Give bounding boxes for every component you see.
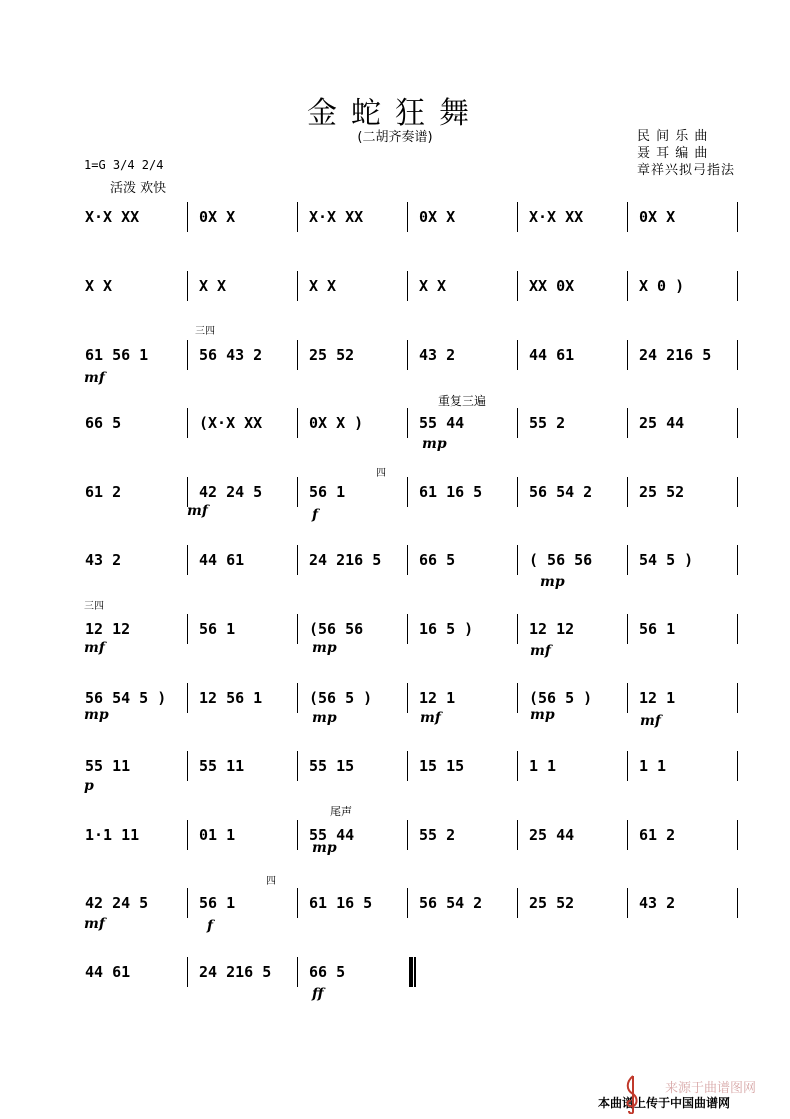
measure: 56 54 2: [529, 483, 593, 501]
barline: [407, 683, 408, 713]
barline: [627, 202, 628, 232]
measure: X X: [309, 277, 337, 295]
treble-clef-icon: [620, 1074, 644, 1114]
measure: 24 216 5: [309, 551, 382, 569]
tempo-marking: 活泼 欢快: [110, 181, 167, 196]
barline: [627, 751, 628, 781]
barline: [187, 820, 188, 850]
barline: [517, 340, 518, 370]
dynamic-mf: mf: [84, 640, 105, 656]
barline: [517, 271, 518, 301]
measure: 0X X: [639, 208, 676, 226]
barline: [517, 614, 518, 644]
measure: 25 52: [639, 483, 685, 501]
barline: [627, 340, 628, 370]
measure: 0X X: [199, 208, 236, 226]
barline: [187, 888, 188, 918]
annotation-finger-34: 三四: [84, 601, 104, 612]
credit-bowing: 章祥兴拟弓指法: [637, 163, 736, 178]
barline: [297, 340, 298, 370]
measure: 66 5: [309, 963, 346, 981]
barline: [517, 751, 518, 781]
measure: 42 24 5: [85, 894, 149, 912]
barline: [407, 751, 408, 781]
barline: [517, 820, 518, 850]
barline: [407, 202, 408, 232]
measure: 54 5 ): [639, 551, 694, 569]
measure: 61 2: [639, 826, 676, 844]
measure: 44 61: [529, 346, 575, 364]
barline: [737, 545, 738, 575]
measure: 44 61: [85, 963, 131, 981]
barline: [407, 888, 408, 918]
barline: [627, 614, 628, 644]
dynamic-mp: mp: [530, 707, 555, 723]
measure: (X·X XX: [199, 414, 263, 432]
barline: [407, 408, 408, 438]
measure: 56 1: [309, 483, 346, 501]
annotation-finger-4: 四: [376, 468, 386, 479]
final-barline: [414, 957, 416, 987]
measure: 01 1: [199, 826, 236, 844]
barline: [627, 271, 628, 301]
credit-origin: 民 间 乐 曲: [637, 129, 709, 144]
measure: X X: [419, 277, 447, 295]
annotation-finger-4: 四: [266, 876, 276, 887]
barline: [187, 751, 188, 781]
measure: 56 1: [199, 620, 236, 638]
barline: [297, 751, 298, 781]
dynamic-f: f: [207, 918, 214, 934]
barline: [737, 751, 738, 781]
measure: (56 56: [309, 620, 364, 638]
measure: 66 5: [85, 414, 122, 432]
watermark-text: 来源于曲谱图网: [665, 1081, 757, 1096]
measure: 55 11: [85, 757, 131, 775]
measure: 56 43 2: [199, 346, 263, 364]
barline: [627, 888, 628, 918]
measure: 12 1: [639, 689, 676, 707]
measure: 55 44: [309, 826, 355, 844]
measure: (56 5 ): [309, 689, 373, 707]
barline: [407, 820, 408, 850]
barline: [737, 271, 738, 301]
barline: [517, 888, 518, 918]
barline: [737, 820, 738, 850]
measure: 61 56 1: [85, 346, 149, 364]
barline: [187, 340, 188, 370]
measure: X·X XX: [309, 208, 364, 226]
barline: [627, 545, 628, 575]
song-subtitle: (二胡齐奏谱): [357, 130, 433, 145]
measure: 55 44: [419, 414, 465, 432]
measure: ( 56 56: [529, 551, 593, 569]
annotation-finger-34: 三四: [195, 326, 215, 337]
key-signature: 1=G 3/4 2/4: [84, 158, 164, 172]
dynamic-mp: mp: [422, 436, 447, 452]
measure: 16 5 ): [419, 620, 474, 638]
measure: X 0 ): [639, 277, 685, 295]
barline: [627, 820, 628, 850]
barline: [737, 888, 738, 918]
measure: 12 12: [529, 620, 575, 638]
measure: 1 1: [529, 757, 557, 775]
credit-arranger: 聂 耳 编 曲: [637, 146, 709, 161]
barline: [297, 614, 298, 644]
measure: 25 44: [639, 414, 685, 432]
measure: 61 2: [85, 483, 122, 501]
annotation-repeat-three: 重复三遍: [438, 394, 487, 408]
measure: 61 16 5: [419, 483, 483, 501]
barline: [517, 408, 518, 438]
barline: [407, 340, 408, 370]
barline: [407, 614, 408, 644]
measure: X X: [199, 277, 227, 295]
barline: [297, 408, 298, 438]
barline: [297, 202, 298, 232]
measure: 25 44: [529, 826, 575, 844]
barline: [407, 271, 408, 301]
dynamic-ff: ff: [312, 986, 324, 1002]
barline: [297, 957, 298, 987]
measure: 55 2: [529, 414, 566, 432]
barline: [187, 271, 188, 301]
dynamic-mf: mf: [187, 503, 208, 519]
measure: 1·1 11: [85, 826, 140, 844]
dynamic-mf: mf: [640, 713, 661, 729]
measure: 42 24 5: [199, 483, 263, 501]
dynamic-mf: mf: [420, 710, 441, 726]
measure: 55 15: [309, 757, 355, 775]
barline: [517, 202, 518, 232]
barline: [737, 614, 738, 644]
barline: [187, 545, 188, 575]
barline: [187, 957, 188, 987]
barline: [187, 202, 188, 232]
annotation-coda: 尾声: [330, 805, 352, 818]
measure: X·X XX: [85, 208, 140, 226]
barline: [627, 477, 628, 507]
barline: [187, 683, 188, 713]
dynamic-mf: mf: [530, 643, 551, 659]
dynamic-f: f: [312, 507, 319, 523]
barline: [517, 477, 518, 507]
barline: [187, 614, 188, 644]
measure: 55 2: [419, 826, 456, 844]
measure: XX 0X: [529, 277, 575, 295]
measure: 25 52: [529, 894, 575, 912]
measure: 25 52: [309, 346, 355, 364]
barline: [407, 545, 408, 575]
measure: (56 5 ): [529, 689, 593, 707]
measure: 12 56 1: [199, 689, 263, 707]
barline: [737, 202, 738, 232]
measure: 12 12: [85, 620, 131, 638]
barline: [737, 408, 738, 438]
measure: 43 2: [85, 551, 122, 569]
dynamic-p: p: [84, 778, 94, 794]
measure: X·X XX: [529, 208, 584, 226]
barline: [297, 888, 298, 918]
measure: X X: [85, 277, 113, 295]
song-title: 金蛇狂舞: [307, 96, 483, 131]
barline: [297, 683, 298, 713]
measure: 56 1: [199, 894, 236, 912]
barline: [407, 477, 408, 507]
measure: 15 15: [419, 757, 465, 775]
barline: [737, 340, 738, 370]
dynamic-mp: mp: [312, 710, 337, 726]
measure: 61 16 5: [309, 894, 373, 912]
barline: [627, 683, 628, 713]
measure: 12 1: [419, 689, 456, 707]
measure: 24 216 5: [199, 963, 272, 981]
measure: 0X X: [419, 208, 456, 226]
dynamic-mp: mp: [84, 707, 109, 723]
measure: 24 216 5: [639, 346, 712, 364]
measure: 66 5: [419, 551, 456, 569]
barline: [517, 683, 518, 713]
measure: 56 54 2: [419, 894, 483, 912]
measure: 1 1: [639, 757, 667, 775]
measure: 56 1: [639, 620, 676, 638]
barline: [737, 477, 738, 507]
dynamic-mp: mp: [312, 640, 337, 656]
barline: [737, 683, 738, 713]
barline: [297, 477, 298, 507]
barline: [517, 545, 518, 575]
barline: [187, 408, 188, 438]
measure: 44 61: [199, 551, 245, 569]
footer-credit: 本曲谱上传于中国曲谱网: [598, 1096, 731, 1110]
measure: 43 2: [639, 894, 676, 912]
measure: 56 54 5 ): [85, 689, 167, 707]
barline: [627, 408, 628, 438]
dynamic-mp: mp: [312, 840, 337, 856]
barline: [297, 820, 298, 850]
measure: 55 11: [199, 757, 245, 775]
dynamic-mf: mf: [84, 370, 105, 386]
measure: 0X X ): [309, 414, 364, 432]
barline: [297, 545, 298, 575]
barline: [297, 271, 298, 301]
measure: 43 2: [419, 346, 456, 364]
dynamic-mf: mf: [84, 916, 105, 932]
dynamic-mp: mp: [540, 574, 565, 590]
final-barline: [409, 957, 413, 987]
